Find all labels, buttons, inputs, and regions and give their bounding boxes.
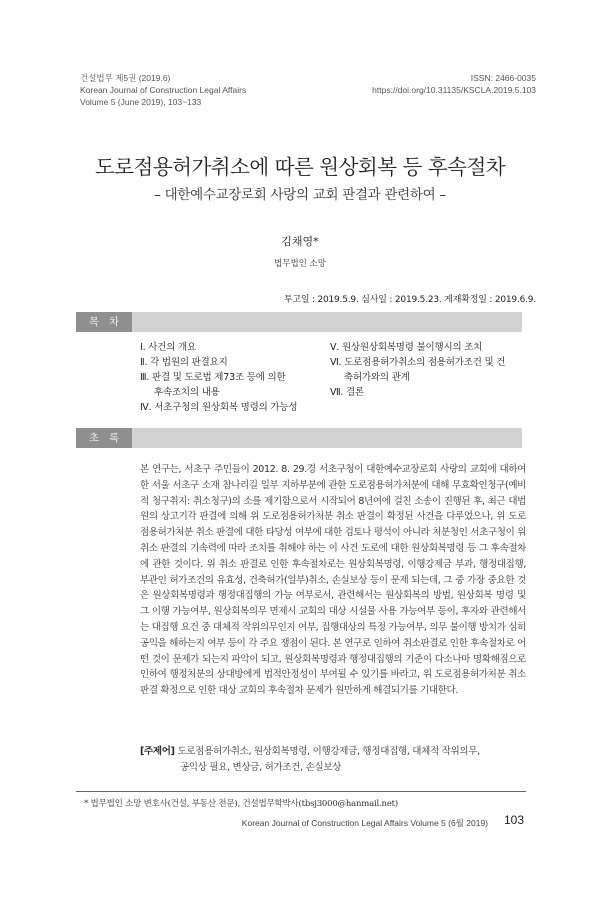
abstract-section-bar xyxy=(76,428,522,448)
author-name: 김채영* xyxy=(281,235,319,248)
toc-label: 목차 xyxy=(76,312,132,332)
keywords-line1: 도로점용허가취소, 원상회복명령, 이행강제금, 행정대집행, 대체적 작위의무, xyxy=(177,746,480,757)
author-footnote: * 법무법인 소망 변호사(건설, 부동산 전문), 건설법무학박사(tbsj3000@hanmail.net) xyxy=(84,799,398,809)
toc-item: Ⅴ. 원상원상회복명령 불이행시의 조치 xyxy=(330,342,483,353)
toc-left-column xyxy=(140,340,340,415)
abstract-label: 초록 xyxy=(76,428,132,448)
keywords xyxy=(140,744,530,776)
author-affiliation: 법무법인 소망 xyxy=(274,259,326,269)
toc-item: Ⅰ. 사건의 개요 xyxy=(140,342,196,353)
toc-item: Ⅲ. 판결 및 도로법 제73조 등에 의한 xyxy=(140,372,286,383)
paper-subtitle: – 대한예수교장로회 사랑의 교회 판결과 관련하여 – xyxy=(154,187,446,203)
toc-item: Ⅶ. 결론 xyxy=(330,387,365,398)
toc-item: Ⅳ. 서초구청의 원상회복 명령의 가능성 xyxy=(140,402,298,413)
keywords-label: [주제어] xyxy=(140,746,175,757)
footer-journal: Korean Journal of Construction Legal Affairs Volume 5 (6월 2019) xyxy=(241,818,488,828)
footnote-divider xyxy=(76,791,526,792)
toc-item: Ⅵ. 도로점용허가취소의 점용허가조건 및 건 xyxy=(330,357,506,368)
toc-item: Ⅱ. 각 법원의 판결요지 xyxy=(140,357,228,368)
journal-name-en: Korean Journal of Construction Legal Affairs xyxy=(80,85,247,95)
journal-header-left xyxy=(80,72,246,108)
paper-title: 도로점용허가취소에 따른 원상회복 등 후속절차 xyxy=(94,155,506,179)
page-number: 103 xyxy=(503,813,524,827)
abstract-text: 본 연구는, 서초구 주민들이 2012. 8. 29.경 서초구청이 대한예수교장로회 사랑의 교회에 대하여 한 서울 서초구 소재 참나리길 일부 지하부분에 관한 도로점용허가처분에 대해 무효확인청구(예비적 청구취지: 취소청구)의 소를 제기함으로서 시작되어 8년여에 걸친 소송이 진행된 후, 최근 대법원의 상고기각 판결에 의해 위 도로점용허가처분 취소 판결이 확정된 사건을 다루었으나, 위 도로점용허가처분 취소 판결에 대한 타당성 여부에 대한 검토나 평석이 아니라 처분청인 서초구청이 위 취소 판결의 기속력에 따라 조치를 취해야 하는 이 사건 도로에 대한 원상회복명령 등 그 후속절차에 관한 것이다. 위 취소 판결로 인한 후속절차로는 원상회복명령, 이행강제금 부과, 행정대집행, 부관인 허가조건의 유효성, 건축허가(일부)취소, 손실보상 등이 문제 되는데, 그 중 가장 중요한 것은 원상회복명령과 행정대집행의 가능 여부로서, 관련해서는 원상회복의 방법, 원상회복 명령 및 그 이행 가능여부, 원상회복의무 면제시 교회의 대상 시설물 사용 가능여부 등이, 후자와 관련해서는 대집행 요건 중 대체적 작위의무인지 여부, 집행대상의 특정 가능여부, 의무 불이행 방치가 심히 공익을 해하는지 여부 등이 각 주요 쟁점이 된다. 본 연구로 인하여 취소판결로 인한 후속절차로 어떤 것이 문제가 되는지 파악이 되고, 원상회복명령과 행정대집행의 기준이 다소나마 명확해짐으로 인하여 행정처분의 상대방에게 법적안정성이 부여될 수 있기를 바라고, 위 도로점용허가처분 취소판결 확정으로 인한 대상 교회의 후속절차 문제가 원만하게 해결되기를 기대한다. xyxy=(140,464,526,697)
toc-right-column xyxy=(330,340,530,400)
journal-header-right xyxy=(372,72,536,96)
submission-dates: 투고일 : 2019.5.9. 심사일 : 2019.5.23. 게재확정일 : 2019.6.9. xyxy=(283,295,536,305)
toc-item-continued: 후속조치의 내용 xyxy=(154,387,220,398)
toc-section-bar xyxy=(76,312,522,332)
keywords-line2: 공익상 필요, 변상금, 허가조건, 손실보상 xyxy=(180,761,342,773)
doi-link[interactable]: https://doi.org/10.31135/KSCLA.2019.5.103 xyxy=(372,85,536,95)
journal-volume: Volume 5 (June 2019), 103~133 xyxy=(80,97,202,107)
toc-item-continued: 축허가와의 관계 xyxy=(344,372,410,383)
issn: ISSN: 2466-0035 xyxy=(470,73,536,83)
journal-issue: 건설법무 제5권 (2019.6) xyxy=(80,73,171,83)
